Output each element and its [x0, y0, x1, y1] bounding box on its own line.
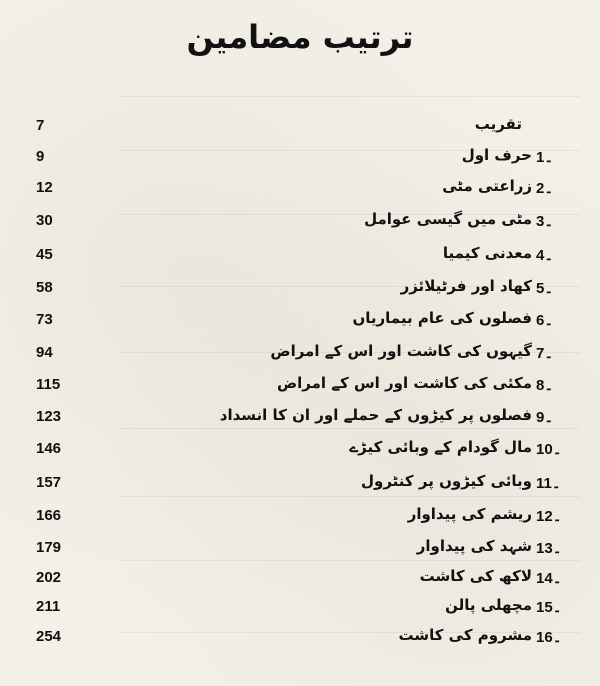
- toc-entry: [0, 565, 600, 597]
- toc-entry: [0, 470, 600, 502]
- toc-entry: [0, 242, 600, 274]
- toc-entry: [0, 503, 600, 535]
- page-number: 123: [36, 408, 62, 425]
- toc-entry: [0, 307, 600, 339]
- toc-entry: [0, 208, 600, 240]
- toc-entry: [0, 624, 600, 656]
- page-number: 7: [36, 117, 45, 134]
- page-number: 115: [36, 376, 61, 393]
- entry-title: مکئی کی کاشت اور اس کے امراض: [276, 374, 532, 392]
- faded-ink-line: [120, 96, 580, 97]
- entry-title: وبائی کیڑوں پر کنٹرول: [361, 472, 532, 490]
- entry-title: گیہوں کی کاشت اور اس کے امراض: [270, 342, 532, 360]
- entry-title: شہد کی پیداوار: [416, 537, 532, 555]
- entry-number: 14۔: [536, 570, 562, 587]
- page-number: 146: [36, 440, 62, 457]
- entry-number: 5۔: [536, 280, 554, 297]
- entry-title: حرف اول: [461, 146, 532, 164]
- entry-title: معدنی کیمیا: [442, 244, 532, 262]
- page-number: 45: [36, 246, 53, 263]
- toc-entry: [0, 535, 600, 567]
- page-title: ترتیب مضامین: [186, 18, 414, 56]
- page-number: 211: [36, 598, 61, 615]
- page-number: 254: [36, 628, 62, 645]
- page-number: 166: [36, 507, 62, 524]
- entry-number: 11۔: [536, 475, 561, 492]
- entry-number: 13۔: [536, 540, 562, 557]
- toc-entry: [0, 436, 600, 468]
- entry-title: تقریب: [474, 115, 522, 133]
- page-number: 202: [36, 569, 62, 586]
- entry-number: 10۔: [536, 441, 562, 458]
- page-number: 157: [36, 474, 62, 491]
- entry-number: 12۔: [536, 508, 562, 525]
- entry-title: مٹی میں گیسی عوامل: [364, 210, 532, 228]
- entry-number: 1۔: [536, 149, 554, 166]
- page-number: 58: [36, 279, 53, 296]
- entry-number: 15۔: [536, 599, 562, 616]
- entry-title: مال گودام کے وبائی کیڑے: [349, 438, 532, 456]
- entry-title: زراعتی مٹی: [442, 177, 532, 195]
- toc-entry: [0, 275, 600, 307]
- entry-title: فصلوں کی عام بیماریاں: [352, 309, 532, 327]
- page-number: 30: [36, 212, 53, 229]
- toc-entry: [0, 144, 600, 176]
- toc-entry: [0, 175, 600, 207]
- page-number: 73: [36, 311, 53, 328]
- entry-title: لاکھ کی کاشت: [419, 567, 532, 585]
- entry-title: مچھلی پالن: [445, 596, 532, 614]
- entry-number: 4۔: [536, 247, 554, 264]
- page-number: 179: [36, 539, 62, 556]
- page-number: 9: [36, 148, 45, 165]
- entry-number: 2۔: [536, 180, 554, 197]
- toc-entry-intro: [0, 113, 600, 145]
- page-number: 94: [36, 344, 53, 361]
- entry-title: مشروم کی کاشت: [398, 626, 532, 644]
- entry-title: ریشم کی پیداوار: [407, 505, 532, 523]
- entry-number: 16۔: [536, 629, 562, 646]
- entry-number: 6۔: [536, 312, 554, 329]
- entry-number: 8۔: [536, 377, 554, 394]
- entry-title: فصلوں پر کیڑوں کے حملے اور ان کا انسداد: [219, 406, 532, 424]
- toc-entry: [0, 594, 600, 626]
- entry-title: کھاد اور فرٹیلائزر: [400, 277, 532, 295]
- entry-number: 9۔: [536, 409, 554, 426]
- toc-entry: [0, 404, 600, 436]
- entry-number: 3۔: [536, 213, 554, 230]
- toc-entry: [0, 340, 600, 372]
- toc-entry: [0, 372, 600, 404]
- entry-number: 7۔: [536, 345, 554, 362]
- page-number: 12: [36, 179, 53, 196]
